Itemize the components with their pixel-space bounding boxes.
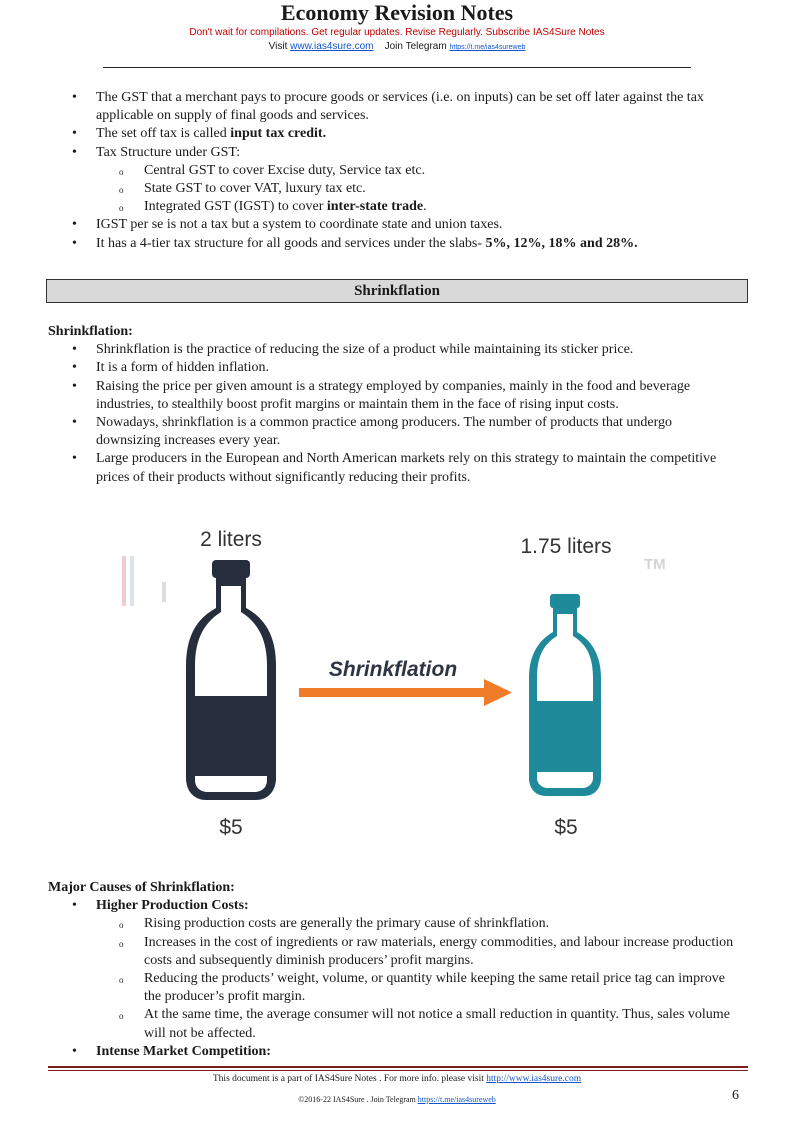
list-item: • The set off tax is called input tax credit. <box>48 125 748 143</box>
list-item: • The GST that a merchant pays to procure goods or services (i.e. on inputs) can be set off later against the tax applicable on supply of final goods and services. <box>48 89 748 125</box>
gst-sublist <box>96 162 748 217</box>
decorative-blur <box>122 556 126 606</box>
sub-list-item: o At the same time, the average consumer will not notice a small reduction in quantity. Thus, sales volume will not be affected. <box>48 1006 748 1042</box>
large-bottle-icon <box>186 560 276 800</box>
footer-telegram-link[interactable]: https://t.me/ias4sureweb <box>417 1095 496 1104</box>
sub-list-item: o Integrated GST (IGST) to cover inter-state trade. <box>48 198 748 216</box>
site-link[interactable]: www.ias4sure.com <box>290 41 374 52</box>
right-size-label: 1.75 liters <box>520 535 612 558</box>
shrinkflation-content <box>48 323 748 487</box>
footer-line-1: This document is a part of IAS4Sure Notes . For more info. please visit http://www.ias4sure.com <box>212 1074 582 1084</box>
list-item: • Intense Market Competition: <box>48 1043 748 1061</box>
sub-list-item: o State GST to cover VAT, luxury tax etc. <box>48 180 748 198</box>
footer-line-2: ©2016-22 IAS4Sure . Join Telegram https://t.me/ias4sureweb <box>298 1095 496 1104</box>
page-footer <box>0 1073 794 1106</box>
telegram-label: Join Telegram <box>384 41 447 52</box>
right-arrow-icon <box>299 679 512 706</box>
causes-list <box>48 897 748 1061</box>
page-header <box>0 0 794 54</box>
sub-list-item: o Rising production costs are generally the primary cause of shrinkflation. <box>48 915 748 933</box>
list-item: • It is a form of hidden inflation. <box>48 359 748 377</box>
causes-heading: Major Causes of Shrinkflation: <box>48 880 235 895</box>
gst-content <box>48 89 748 253</box>
right-price-label: $5 <box>554 816 578 839</box>
list-item: • IGST per se is not a tax but a system to coordinate state and union taxes. <box>48 216 748 234</box>
list-item: • Shrinkflation is the practice of reducing the size of a product while maintaining its sticker price. <box>48 341 748 359</box>
footer-divider <box>48 1066 748 1071</box>
left-price-label: $5 <box>219 816 243 839</box>
sub-list-item: o Reducing the products’ weight, volume, or quantity while keeping the same retail price tag can improve the producer’s profit margin. <box>48 970 748 1006</box>
left-size-label: 2 liters <box>200 528 262 551</box>
footer-site-link[interactable]: http://www.ias4sure.com <box>486 1074 582 1084</box>
list-item: • Nowadays, shrinkflation is a common practice among producers. The number of products that undergo downsizing increases every year. <box>48 414 748 450</box>
list-item: • It has a 4-tier tax structure for all goods and services under the slabs- 5%, 12%, 18% and 28%. <box>48 235 748 253</box>
arrow-label: Shrinkflation <box>328 658 458 681</box>
causes-sublist <box>96 915 748 1042</box>
causes-content <box>48 879 748 1061</box>
small-bottle-icon <box>529 594 601 796</box>
section-title-bar: Shrinkflation <box>46 279 748 303</box>
list-item: • Large producers in the European and North American markets rely on this strategy to maintain the competitive prices of their products without significantly reducing their profits. <box>48 450 748 486</box>
list-item: • Tax Structure under GST: o Central GST to cover Excise duty, Service tax etc. o State GST to cover VAT, luxury tax etc. o Integrated GST (IGST) to cover inter-state trade. <box>48 144 748 217</box>
visit-line <box>0 40 794 54</box>
telegram-link[interactable]: https://t.me/ias4sureweb <box>449 44 526 51</box>
shrinkflation-heading: Shrinkflation: <box>48 324 133 339</box>
header-divider <box>103 67 691 68</box>
watermark: TM <box>644 556 666 573</box>
visit-label: Visit <box>268 41 288 52</box>
illustration-svg <box>96 516 686 852</box>
sub-list-item: o Increases in the cost of ingredients or raw materials, energy commodities, and labour increase production costs and subsequently diminish producers’ profit margins. <box>48 934 748 970</box>
page-number: 6 <box>732 1088 739 1103</box>
shrinkflation-list <box>48 341 748 487</box>
shrinkflation-illustration <box>96 516 686 852</box>
sub-list-item: o Central GST to cover Excise duty, Service tax etc. <box>48 162 748 180</box>
promo-text: Don't wait for compilations. Get regular updates. Revise Regularly. Subscribe IAS4Sure Notes <box>189 27 605 38</box>
document-title: Economy Revision Notes <box>280 0 514 25</box>
decorative-blur <box>130 556 134 606</box>
list-item: • Raising the price per given amount is a strategy employed by companies, mainly in the food and beverage industries, to stealthily boost profit margins or maintain them in the face of rising input costs. <box>48 378 748 414</box>
decorative-blur <box>162 582 166 602</box>
gst-list <box>48 89 748 253</box>
list-item: • Higher Production Costs: o Rising production costs are generally the primary cause of shrinkflation. o Increases in the cost of ingredients or raw materials, energy commodities, and labour increase production costs and subsequently diminish producers’ profit margins. o Reducing the products’ weight, volume, or quantity while keeping the same retail price tag can improve the producer’s profit margin. o At the same time, the average consumer will not notice a small reduction in quantity. Thus, sales volume will not be affected. <box>48 897 748 1043</box>
